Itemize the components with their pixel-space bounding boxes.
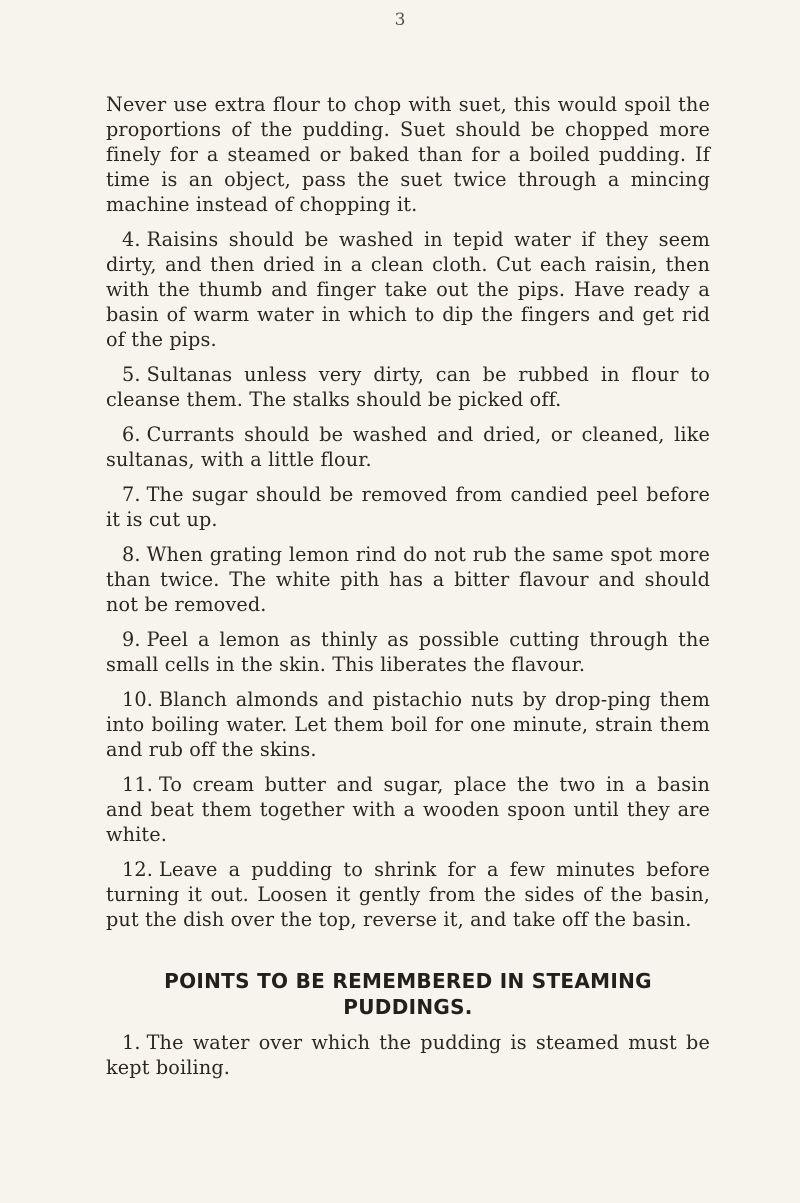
list-item — [106, 362, 710, 412]
list-item — [106, 857, 710, 932]
item-text: The water over which the pudding is steamed must be kept boiling. — [106, 1031, 710, 1079]
item-number: 9. — [122, 628, 141, 651]
item-text: Raisins should be washed in tepid water if they seem dirty, and then dried in a clean cloth. Cut each raisin, then with the thumb and finger take out the pips. Have ready a basin of warm water in which to dip the fingers and get rid of the pips. — [106, 228, 710, 351]
list-item — [106, 772, 710, 847]
list-item — [106, 687, 710, 762]
section-heading — [106, 968, 710, 1020]
item-text: Sultanas unless very dirty, can be rubbed in flour to cleanse them. The stalks should be picked off. — [106, 363, 710, 411]
page-body — [106, 60, 710, 1090]
item-number: 11. — [122, 773, 153, 796]
section-heading-line: PUDDINGS. — [343, 995, 473, 1019]
item-number: 1. — [122, 1031, 141, 1054]
item-text: To cream butter and sugar, place the two in a basin and beat them together with a wooden spoon until they are white. — [106, 773, 710, 846]
list-item — [106, 227, 710, 352]
item-number: 10. — [122, 688, 153, 711]
page-number: 3 — [394, 10, 406, 30]
item-number: 6. — [122, 423, 141, 446]
item-text: Blanch almonds and pistachio nuts by drop-ping them into boiling water. Let them boil for one minute, strain them and rub off the skins. — [106, 688, 710, 761]
list-item — [106, 1030, 710, 1080]
item-number: 4. — [122, 228, 141, 251]
item-number: 12. — [122, 858, 153, 881]
intro-paragraph: Never use extra flour to chop with suet, this would spoil the proportions of the pudding. Suet should be chopped more finely for a steamed or baked than for a boiled pudding. If time is an object, pass the suet twice through a mincing machine instead of chopping it. — [106, 93, 710, 216]
item-number: 8. — [122, 543, 141, 566]
item-text: Peel a lemon as thinly as possible cutting through the small cells in the skin. This liberates the flavour. — [106, 628, 710, 676]
item-text: The sugar should be removed from candied peel before it is cut up. — [106, 483, 710, 531]
item-text: Currants should be washed and dried, or cleaned, like sultanas, with a little flour. — [106, 423, 710, 471]
list-item — [106, 482, 710, 532]
item-text: Leave a pudding to shrink for a few minutes before turning it out. Loosen it gently from the sides of the basin, put the dish over the top, reverse it, and take off the basin. — [106, 858, 710, 931]
list-item — [106, 542, 710, 617]
item-number: 5. — [122, 363, 141, 386]
section-heading-line: POINTS TO BE REMEMBERED IN STEAMING — [164, 969, 652, 993]
item-text: When grating lemon rind do not rub the same spot more than twice. The white pith has a bitter flavour and should not be removed. — [106, 543, 710, 616]
item-number: 7. — [122, 483, 141, 506]
list-item — [106, 422, 710, 472]
list-item — [106, 627, 710, 677]
